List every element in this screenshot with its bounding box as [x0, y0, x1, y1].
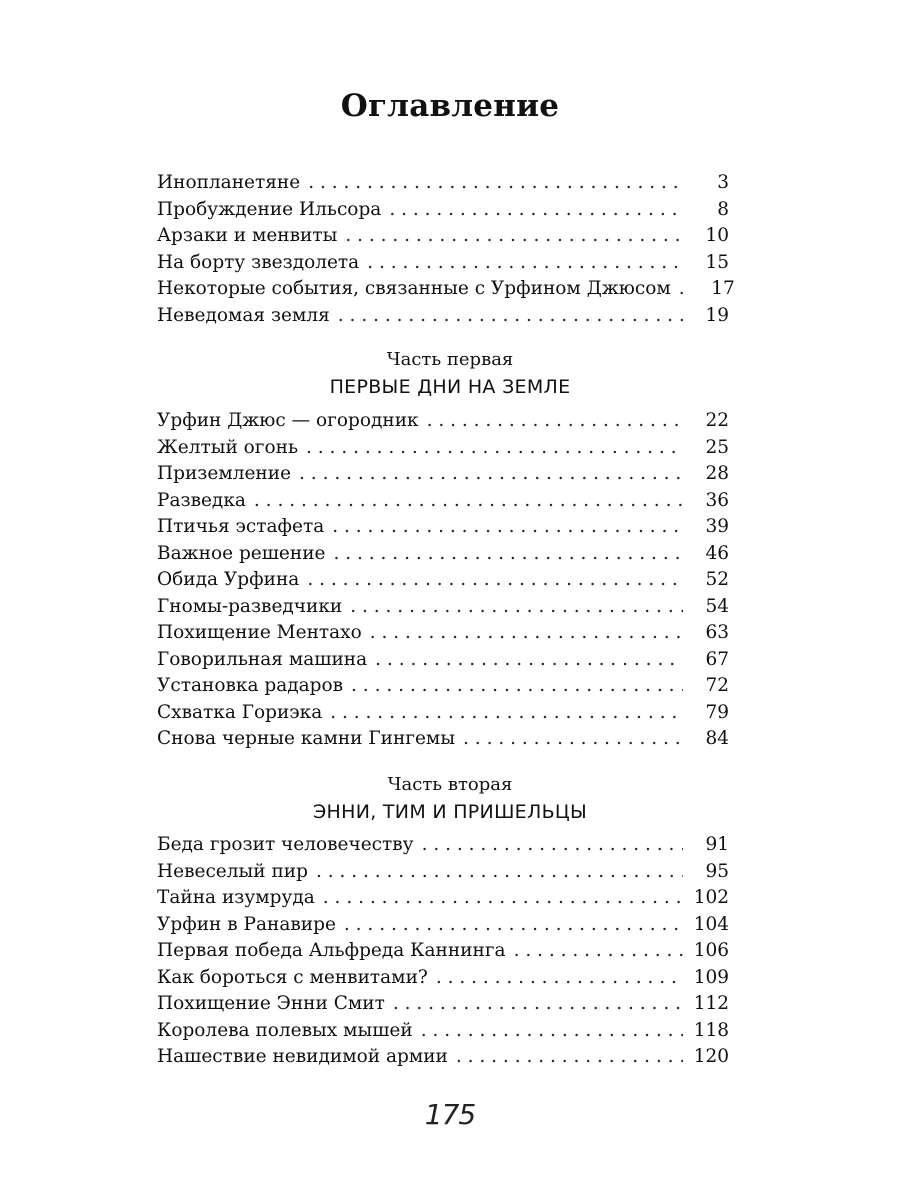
toc-entry-title: Говорильная машина — [157, 648, 368, 670]
toc-entry-page: 91 — [705, 834, 729, 855]
toc-entry — [157, 435, 729, 462]
toc-entry-title: Разведка — [157, 489, 246, 511]
dot-leader — [375, 647, 683, 674]
toc-entry-page: 120 — [693, 1046, 729, 1067]
dot-leader — [370, 620, 683, 647]
dot-leader — [330, 700, 683, 727]
dot-leader — [306, 435, 683, 462]
toc-entry — [157, 303, 729, 330]
toc-entry — [157, 223, 729, 250]
toc-entry-page: 67 — [705, 648, 729, 670]
toc-entry-title: Похищение Энни Смит — [157, 993, 385, 1014]
dot-leader — [316, 859, 683, 886]
toc-entry-page: 72 — [705, 675, 729, 696]
part-one-heading: Часть первая — [386, 349, 514, 370]
toc-entry — [157, 488, 729, 515]
toc-entry-title: Птичья эстафета — [157, 516, 325, 537]
toc-entry — [157, 938, 729, 965]
toc-entry-title: Желтый огонь — [157, 436, 299, 458]
toc-entry — [157, 170, 729, 197]
dot-leader — [345, 223, 683, 250]
dot-leader — [389, 197, 683, 224]
toc-entry — [157, 276, 735, 303]
toc-entry-page: 28 — [705, 463, 729, 484]
toc-entry — [157, 514, 729, 541]
toc-entry-title: Инопланетяне — [157, 172, 301, 193]
part-two-name: ЭННИ, ТИМ И ПРИШЕЛЬЦЫ — [312, 801, 588, 823]
toc-entry-page: 25 — [705, 436, 729, 458]
dot-leader — [323, 885, 683, 912]
dot-leader — [351, 673, 683, 700]
toc-entry — [157, 461, 729, 488]
toc-entry-title: На борту звездолета — [157, 251, 360, 273]
dot-leader — [514, 938, 683, 965]
toc-entry — [157, 250, 729, 277]
toc-entry-page: 15 — [705, 251, 729, 273]
dot-leader — [421, 1018, 683, 1045]
dot-leader — [436, 965, 683, 992]
dot-leader — [299, 461, 683, 488]
toc-entry-page: 46 — [705, 542, 729, 564]
toc-part-two-list — [157, 832, 729, 1071]
toc-entry — [157, 1044, 729, 1071]
toc-entry — [157, 726, 729, 753]
toc-entry — [157, 965, 729, 992]
toc-entry — [157, 408, 729, 435]
part-two-heading: Часть вторая — [387, 774, 513, 795]
toc-entry — [157, 859, 729, 886]
dot-leader — [308, 170, 683, 197]
toc-entry-title: Установка радаров — [157, 675, 344, 696]
toc-entry-title: Тайна изумруда — [157, 887, 315, 908]
dot-leader — [344, 912, 683, 939]
toc-entry-title: Урфин Джюс — огородник — [157, 410, 419, 431]
toc-entry-title: Беда грозит человечеству — [157, 834, 414, 855]
toc-entry-page: 39 — [705, 516, 729, 537]
toc-entry — [157, 594, 729, 621]
toc-entry-title: Урфин в Ранавире — [157, 913, 336, 935]
page-title: Оглавление — [340, 88, 560, 124]
toc-entry-page: 52 — [705, 569, 729, 590]
toc-entry — [157, 1018, 729, 1045]
dot-leader — [367, 250, 683, 277]
page-number: 175 — [424, 1098, 476, 1131]
toc-entry — [157, 832, 729, 859]
toc-entry-title: Нашествие невидимой армии — [157, 1046, 448, 1067]
toc-entry-page: 95 — [705, 860, 729, 882]
toc-entry — [157, 197, 729, 224]
toc-part-one-list — [157, 408, 729, 753]
toc-entry-page: 118 — [693, 1019, 729, 1041]
toc-entry-page: 63 — [705, 622, 729, 643]
toc-entry-title: Важное решение — [157, 542, 326, 564]
dot-leader — [679, 276, 689, 303]
dot-leader — [307, 567, 683, 594]
toc-entry-page: 8 — [717, 198, 729, 220]
dot-leader — [427, 408, 683, 435]
toc-entry-page: 109 — [693, 966, 729, 988]
toc-entry-title: Королева полевых мышей — [157, 1019, 413, 1041]
toc-entry-page: 106 — [693, 940, 729, 961]
part-one-name: ПЕРВЫЕ ДНИ НА ЗЕМЛЕ — [329, 376, 571, 398]
toc-entry — [157, 991, 729, 1018]
toc-entry-page: 36 — [705, 489, 729, 511]
toc-intro-list — [157, 170, 735, 329]
toc-entry — [157, 700, 729, 727]
toc-entry-title: Первая победа Альфреда Каннинга — [157, 940, 506, 961]
toc-entry-title: Гномы-разведчики — [157, 595, 343, 617]
toc-entry-title: Некоторые события, связанные с Урфином Джюсом — [157, 278, 671, 299]
toc-entry — [157, 567, 729, 594]
toc-entry-title: Снова черные камни Гингемы — [157, 728, 456, 749]
toc-entry-page: 10 — [705, 225, 729, 246]
toc-entry — [157, 912, 729, 939]
toc-entry — [157, 673, 729, 700]
toc-entry — [157, 620, 729, 647]
toc-entry-page: 102 — [693, 887, 729, 908]
toc-entry-title: Как бороться с менвитами? — [157, 966, 428, 988]
dot-leader — [393, 991, 683, 1018]
toc-entry — [157, 647, 729, 674]
toc-entry-title: Пробуждение Ильсора — [157, 198, 382, 220]
dot-leader — [456, 1044, 683, 1071]
toc-entry-title: Приземление — [157, 463, 292, 484]
toc-entry-title: Обида Урфина — [157, 569, 300, 590]
toc-entry — [157, 541, 729, 568]
dot-leader — [332, 514, 683, 541]
toc-entry-title: Арзаки и менвиты — [157, 225, 338, 246]
toc-entry-title: Схватка Гориэка — [157, 701, 323, 723]
toc-entry-page: 84 — [705, 728, 729, 749]
dot-leader — [338, 303, 683, 330]
toc-entry-page: 19 — [705, 304, 729, 326]
toc-entry-title: Невеселый пир — [157, 860, 308, 882]
dot-leader — [422, 832, 683, 859]
toc-entry-page: 22 — [705, 410, 729, 431]
dot-leader — [334, 541, 684, 568]
dot-leader — [463, 726, 683, 753]
toc-entry-title: Неведомая земля — [157, 304, 330, 326]
dot-leader — [254, 488, 683, 515]
toc-entry-page: 112 — [693, 993, 729, 1014]
toc-entry-title: Похищение Ментахо — [157, 622, 362, 643]
toc-entry-page: 104 — [693, 913, 729, 935]
toc-entry-page: 17 — [711, 278, 735, 299]
dot-leader — [350, 594, 683, 621]
toc-entry-page: 54 — [705, 595, 729, 617]
toc-entry — [157, 885, 729, 912]
toc-entry-page: 79 — [705, 701, 729, 723]
toc-entry-page: 3 — [717, 172, 729, 193]
